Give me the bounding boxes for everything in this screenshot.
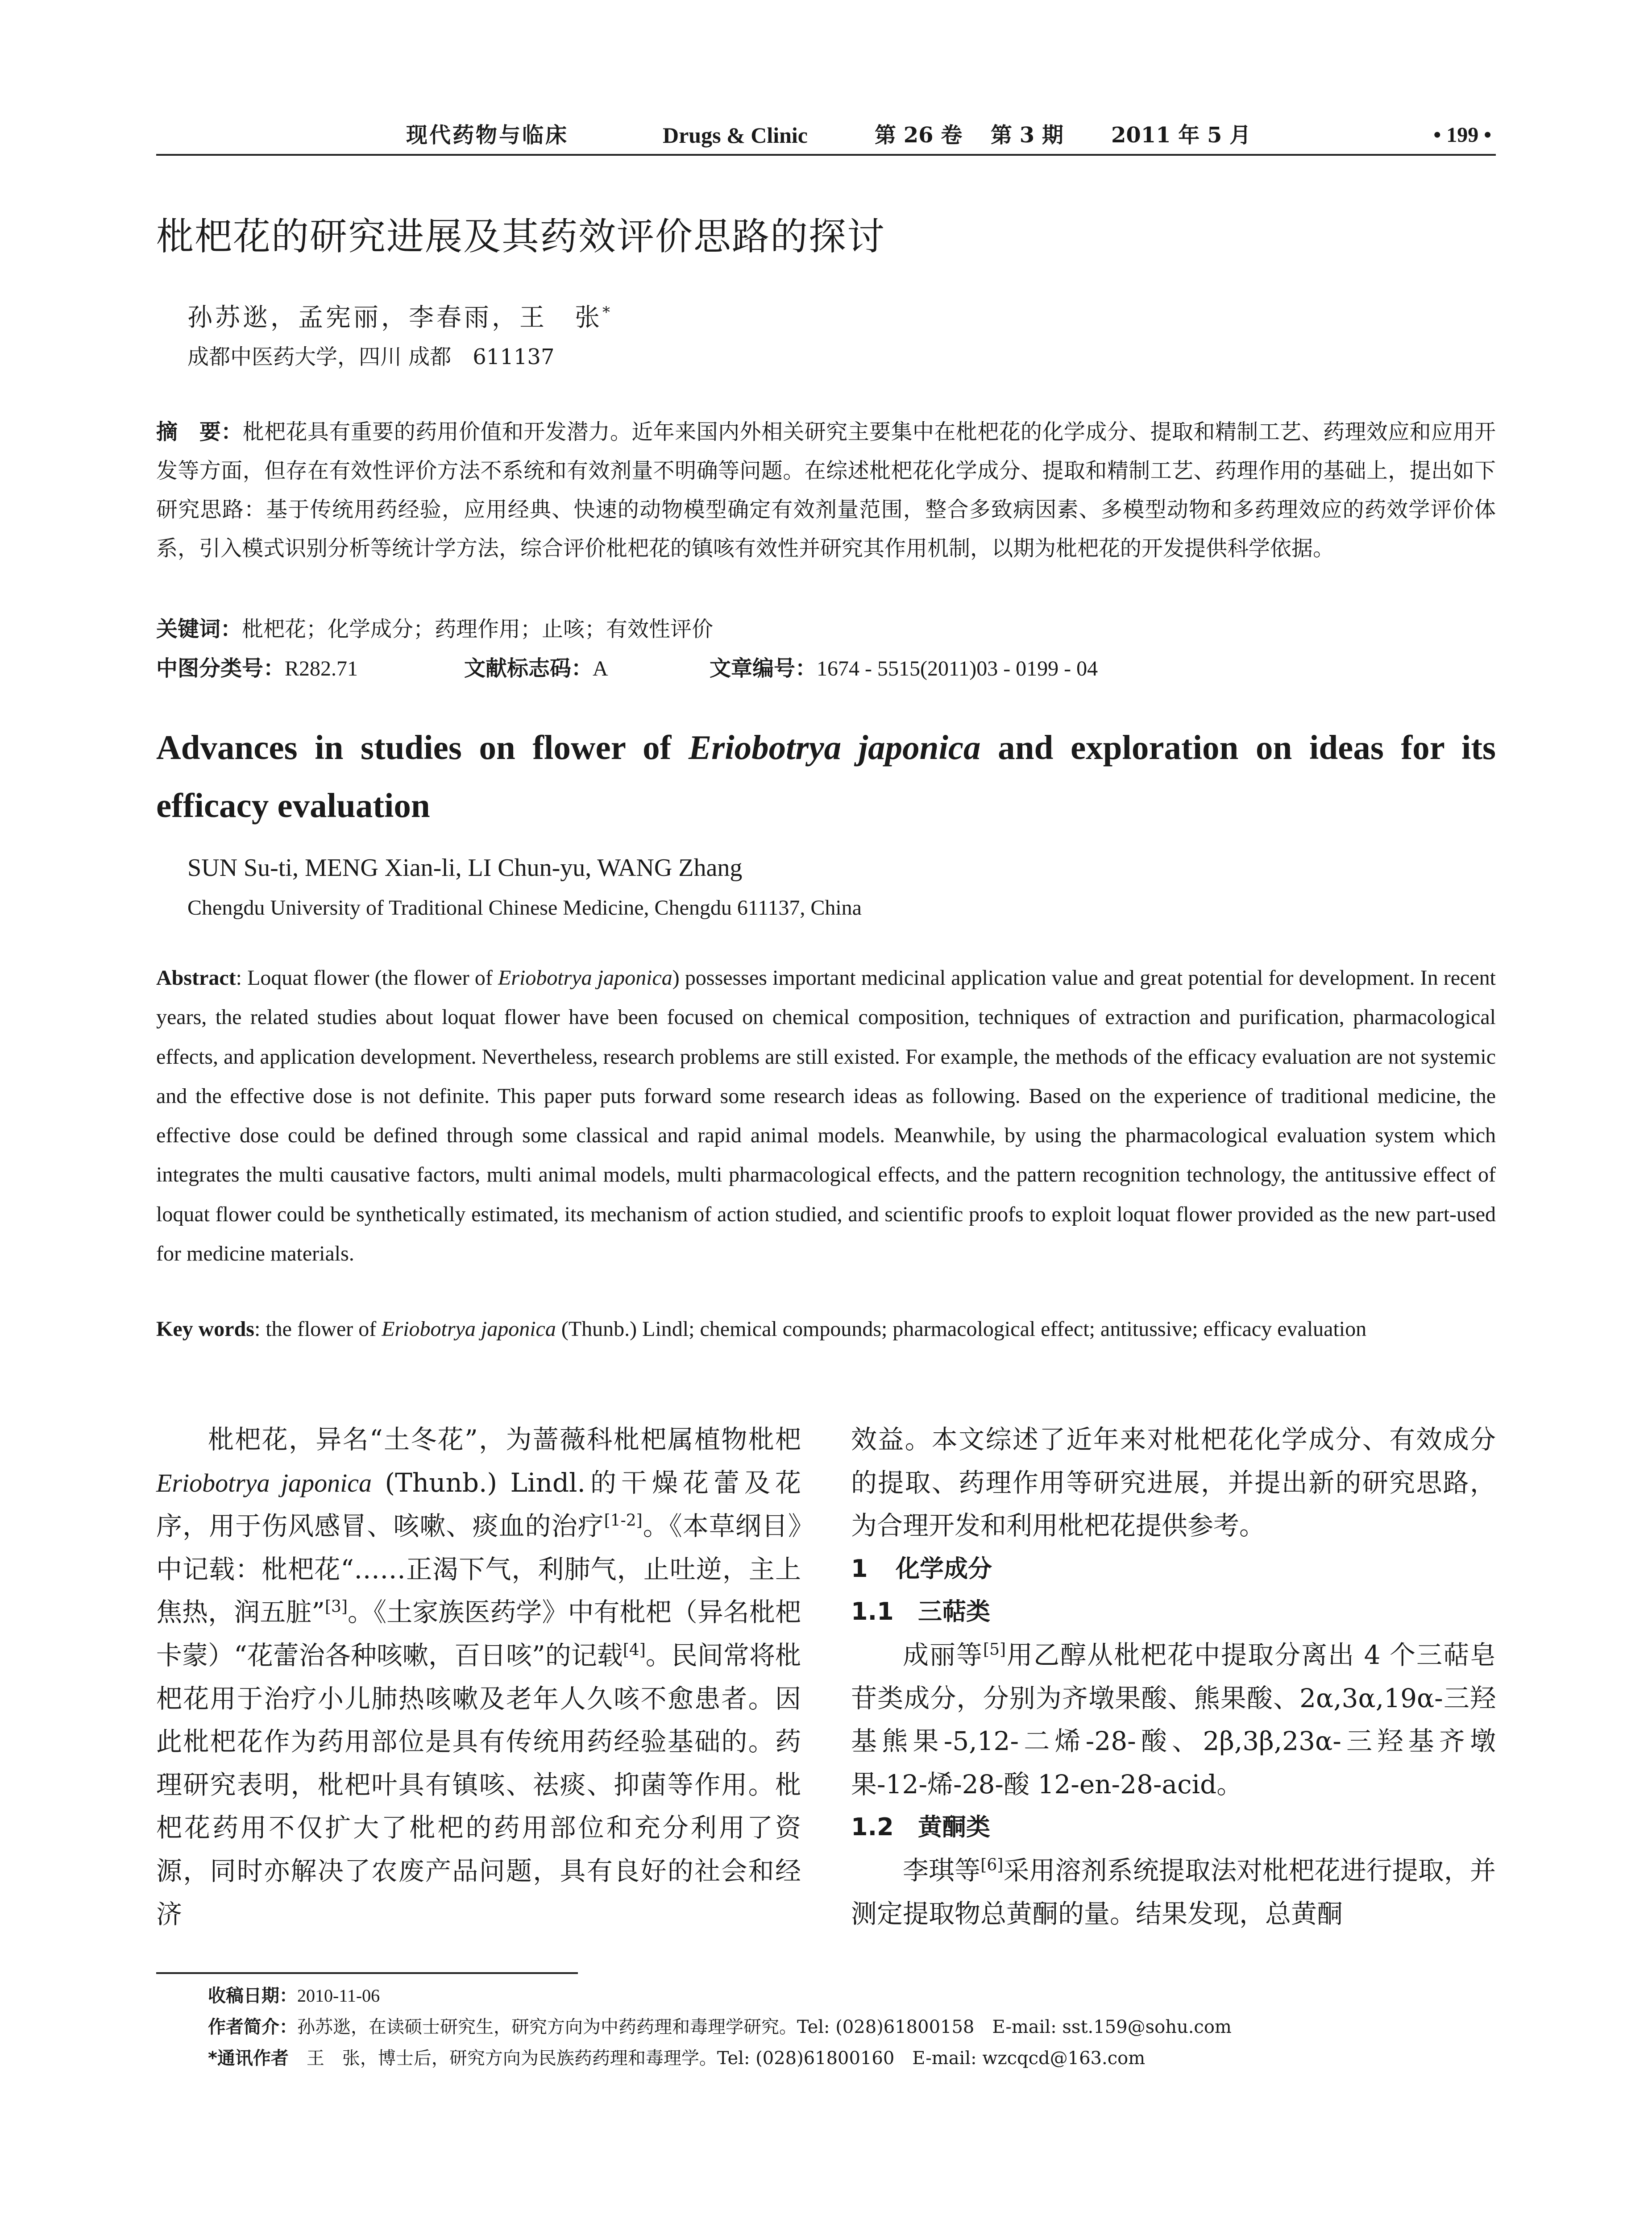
abstract-en-species: Eriobotrya japonica: [498, 966, 672, 990]
classification-line: [156, 653, 1496, 684]
keywords-en-species: Eriobotrya japonica: [382, 1317, 556, 1341]
abstract-cn-text: 枇杷花具有重要的药用价值和开发潜力。近年来国内外相关研究主要集中在枇杷花的化学成分、提取和精制工艺、药理效应和应用开发等方面，但存在有效性评价方法不系统和有效剂量不明确等问题。在综述枇杷花化学成分、提取和精制工艺、药理作用的基础上，提出如下研究思路：基于传统用药经验，应用经典、快速的动物模型确定有效剂量范围，整合多致病因素、多模型动物和多药理效应的药效学评价体系，引入模式识别分析等统计学方法，综合评价枇杷花的镇咳有效性并研究其作用机制，以期为枇杷花的开发提供科学依据。: [156, 419, 1496, 561]
authors-en: SUN Su-ti, MENG Xian-li, LI Chun-yu, WANG Zhang: [187, 854, 743, 882]
corresponding-mark: *: [602, 303, 610, 321]
section-1-2-number: 1.2: [851, 1813, 894, 1841]
intro-text-1: 枇杷花，异名“土冬花”，为蔷薇科枇杷属植物枇杷: [208, 1424, 801, 1455]
intro-text-4: 。《土家族医药学》中有枇杷（异名枇杷卡蒙）“花蕾治各种咳嗽，百日咳”的记载: [156, 1597, 801, 1671]
title-cn: 枇杷花的研究进展及其药效评价思路的探讨: [156, 215, 886, 258]
body-column-left: [156, 1418, 801, 1936]
article-number-label: 文章编号：: [710, 656, 817, 681]
page-number: • 199 •: [1433, 123, 1491, 147]
triterpene-text-2: 用乙醇从枇杷花中提取分离出 4 个三萜皂苷类成分，分别为齐墩果酸、熊果酸、2α,3α,19α-三羟基熊果-5,12-二烯-28-酸、2β,3β,23α-三羟基齐墩果-12-烯-28-酸 12-en-28-acid。: [851, 1639, 1496, 1800]
intro-species: Eriobotrya japonica: [156, 1468, 372, 1497]
intro-text-2: (Thunb.) Lindl.的干燥花蕾及花序，用于伤风感冒、咳嗽、痰血的治疗: [156, 1467, 801, 1542]
citation-6: [6]: [980, 1856, 1004, 1874]
affiliation-en: Chengdu University of Traditional Chinese Medicine, Chengdu 611137, China: [187, 896, 862, 920]
triterpene-paragraph: [851, 1634, 1496, 1806]
section-heading-1-2: [851, 1806, 1496, 1849]
running-header: [156, 120, 1496, 155]
clc-label: 中图分类号：: [156, 656, 285, 681]
citation-4: [4]: [623, 1641, 646, 1659]
intro-paragraph-continued: 效益。本文综述了近年来对枇杷花化学成分、有效成分的提取、药理作用等研究进展，并提出新的研究思路，为合理开发和利用枇杷花提供参考。: [851, 1424, 1496, 1541]
clc-value: R282.71: [285, 657, 358, 680]
flavonoid-paragraph: [851, 1849, 1496, 1935]
abstract-cn-label: 摘 要：: [156, 419, 243, 444]
section-1-number: 1: [851, 1554, 868, 1583]
section-1-1-number: 1.1: [851, 1597, 894, 1626]
abstract-en: [156, 958, 1496, 1273]
body-column-right: [851, 1418, 1496, 1935]
abstract-cn: [156, 413, 1496, 568]
intro-text-3: 。《本草纲目》中记载：枇杷花“……正渴下气，利肺气，止吐逆，主上焦热，润五脏”: [156, 1511, 801, 1628]
doc-code-label: 文献标志码：: [464, 656, 593, 681]
authors-cn: [187, 294, 610, 336]
section-1-title: 化学成分: [896, 1554, 992, 1583]
doc-code-value: A: [593, 657, 608, 680]
citation-1-2: [1-2]: [604, 1511, 643, 1530]
flavonoid-text-1: 李琪等: [903, 1855, 981, 1886]
abstract-en-text-2: ) possesses important medicinal application value and great potential for development. In recent years, the related studies about loquat flower have been focused on chemical composition, techniques of extraction and purification, pharmacological effects, and application development. Nevertheless, research problems are still existed. For example, the methods of the efficacy evaluation are not systemic and the effective dose is not definite. This paper puts forward some research ideas as following. Based on the experience of traditional medicine, the effective dose could be defined through some classical and rapid animal models. Meanwhile, by using the pharmacological evaluation system which integrates the multi causative factors, multi animal models, multi pharmacological effects, and the pattern recognition technology, the antitussive effect of loquat flower could be synthetically estimated, its mechanism of action studied, and scientific proofs to exploit loquat flower provided as the new part-used for medicine materials.: [156, 966, 1496, 1266]
abstract-en-text-1: : Loquat flower (the flower of: [236, 966, 498, 990]
volume: 第 26 卷: [875, 123, 963, 148]
citation-3: [3]: [324, 1598, 348, 1617]
section-heading-1: [851, 1547, 1496, 1591]
title-en: [156, 718, 1496, 834]
document-code: [464, 653, 608, 684]
keywords-en-label: Key words: [156, 1317, 254, 1341]
footnote-rule: [156, 1972, 578, 1974]
keywords-en-text-1: : the flower of: [254, 1317, 382, 1341]
flavonoid-text-2: 采用溶剂系统提取法对枇杷花进行提取，并测定提取物总黄酮的量。结果发现，总黄酮: [851, 1855, 1496, 1929]
article-number: [710, 653, 1098, 684]
footnote-corresponding: [208, 2043, 1232, 2074]
author-bio-label: 作者简介：: [208, 2017, 297, 2037]
footnote-author-bio: [208, 2011, 1232, 2043]
corresponding-label: *通讯作者: [208, 2048, 289, 2069]
keywords-cn-label: 关键词：: [156, 617, 242, 642]
keywords-en-text-2: (Thunb.) Lindl; chemical compounds; pharmacological effect; antitussive; efficacy evaluation: [556, 1317, 1367, 1341]
intro-text-5: 。民间常将枇杷花用于治疗小儿肺热咳嗽及老年人久咳不愈患者。因此枇杷花作为药用部位是具有传统用药经验基础的。药理研究表明，枇杷叶具有镇咳、祛痰、抑菌等作用。枇杷花药用不仅扩大了枇杷的药用部位和充分利用了资源，同时亦解决了农废产品问题，具有良好的社会和经济: [156, 1640, 801, 1929]
intro-paragraph: [156, 1418, 801, 1936]
footnote-received: [208, 1980, 1232, 2011]
clc-number: [156, 653, 358, 684]
section-1-2-title: 黄酮类: [918, 1813, 990, 1841]
keywords-cn-text: 枇杷花；化学成分；药理作用；止咳；有效性评价: [242, 617, 714, 642]
journal-name-en: Drugs & Clinic: [663, 123, 808, 148]
title-en-part2: and exploration on ideas for its efficacy evaluation: [156, 728, 1496, 825]
abstract-en-label: Abstract: [156, 966, 236, 990]
title-en-part1: Advances in studies on flower of: [156, 728, 689, 767]
header-rule: [156, 154, 1496, 156]
issue-date: 2011 年 5 月: [1111, 123, 1251, 148]
footnotes: [208, 1980, 1232, 2074]
keywords-en: [156, 1310, 1496, 1349]
author-bio-text: 孙苏逖，在读硕士研究生，研究方向为中药药理和毒理学研究。Tel: (028)61800158 E-mail: sst.159@sohu.com: [297, 2017, 1232, 2037]
received-label: 收稿日期：: [208, 1986, 297, 2006]
issue: 第 3 期: [991, 123, 1063, 148]
title-en-species: Eriobotrya japonica: [688, 728, 981, 767]
section-1-1-title: 三萜类: [918, 1597, 990, 1626]
affiliation-cn: 成都中医药大学，四川 成都 611137: [187, 344, 555, 369]
triterpene-text-1: 成丽等: [903, 1639, 984, 1670]
keywords-cn: [156, 614, 713, 645]
article-number-value: 1674 - 5515(2011)03 - 0199 - 04: [817, 657, 1098, 680]
received-date: 2010-11-06: [297, 1986, 380, 2006]
section-heading-1-1: [851, 1590, 1496, 1634]
journal-name-cn: 现代药物与临床: [406, 123, 569, 148]
citation-5: [5]: [983, 1640, 1006, 1659]
corresponding-text: 王 张，博士后，研究方向为民族药药理和毒理学。Tel: (028)61800160 E-mail: wzcqcd@163.com: [288, 2048, 1146, 2069]
authors-cn-text: 孙苏逖，孟宪丽，李春雨，王 张: [187, 303, 602, 332]
